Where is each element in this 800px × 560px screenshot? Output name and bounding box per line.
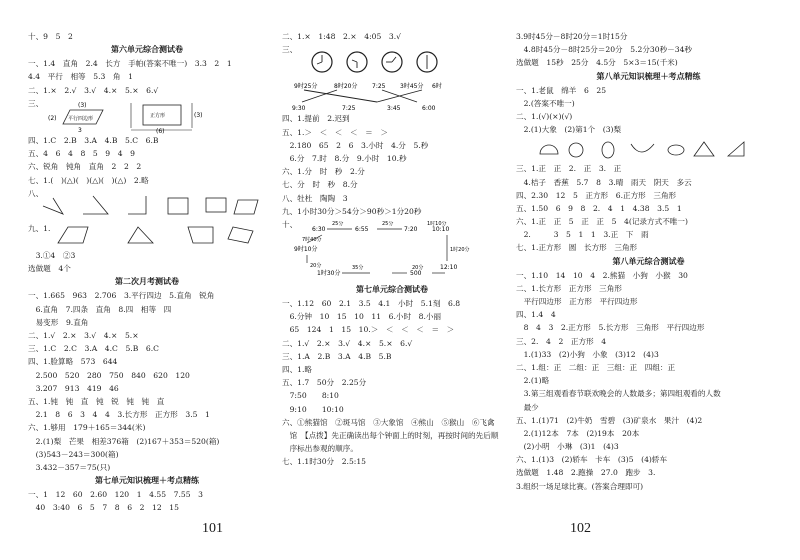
section-heading: 第八单元综合测试卷 [612,256,685,266]
time-flow-figure [282,221,492,283]
clock-time-label: 3:45 [387,105,401,113]
page-number-left: 101 [202,521,223,536]
text-line: 一、1 12 60 2.60 120 1 4.55 7.55 3 [28,490,203,500]
text-line: 3.第三组观看春节联欢晚会的人数最多；第四组观看的人数 [516,389,721,399]
text-line: 序标出参观的顺序。 [282,444,358,454]
text-line: 五、1.7 50分 2.25分 [282,378,367,388]
text-line: 四、1.脸算略 573 644 [28,357,118,367]
text-line: 四、1.略 [282,365,313,374]
figure-label: 平行四边形 [68,115,94,122]
text-line: 七、1.1时30分 2.5:15 [282,457,367,467]
page-number-right: 102 [570,521,591,536]
text-line: 易变形 9.直角 [28,317,89,327]
text-line: 五、4 6 4 8 5 9 4 9 [28,149,135,159]
text-line: 二、1.组：正 二组：正 三组：正 四组：正 [516,362,676,372]
text-line: 二、1.× 1:48 2.× 4:05 3.√ [282,32,401,41]
figure-label: (3) [78,101,87,109]
text-line: 七、1.正方形 圆 长方形 三角形 [516,243,638,253]
text-line: 四、1.4 4 [516,310,556,320]
text-line: 2.(1)略 [516,376,550,386]
text-line: 3.①4 ②3 [28,251,76,261]
text-line: 七、1.( )(△)( )(△)( )(△) 2.略 [28,175,149,185]
text-line: 九、1小时30分＞54分＞90秒＞1分20秒 [282,206,422,216]
time-node: 1时10分 [427,221,447,228]
text-line: 三、1.C 2.C 3.A 4.C 5.B 6.C [28,344,159,354]
text-line: 三、1.正 正 2. 正 3. 正 [516,164,622,174]
text-line: 六、锐角 钝角 直角 2 2 2 [28,162,142,172]
text-line: 六、1.正 正 5 正 正 5 4(记录方式不唯一) [516,217,688,227]
text-line: 2.180 65 2 6 3.小时 4.分 5.秒 [282,140,429,150]
section-heading: 第二次月考测试卷 [115,277,179,287]
text-line: 馆 【点拨】先正确读出每个钟面上的时刻，再按时间的先后顺 [282,430,499,440]
text-line: 五、1.(1)71 (2)牛奶 雪碧 (3)矿泉水 果汁 (4)2 [516,415,703,425]
text-line: 最少 [516,402,539,412]
text-line: 4.4 平行 相等 5.3 角 1 [28,72,133,82]
text-line: 2.(答案不唯一) [516,98,575,108]
time-node: 500 [410,270,422,278]
clock-time-label: 8时20分 [334,83,358,91]
text-line: 四、1.C 2.B 3.A 4.B 5.C 6.B [28,135,159,145]
text-line: 9:10 10:10 [282,404,344,414]
figure-label: 3 [78,126,82,134]
text-line: 2.(1)梨 芒果 相差376箱 (2)167＋353＝520(箱) [28,436,220,446]
angle-shapes-figure [28,186,264,222]
text-line: 2.(1)大象 (2)第1个 (3)梨 [516,125,622,135]
time-node: 9时10分 [294,246,318,254]
text-line: 二、1.× 2.√ 3.√ 4.× 5.× 6.√ [28,85,159,95]
clock-time-label: 9:30 [292,105,306,113]
text-line: 四、2.30 12 5 正方形 6.正方形 三角形 [516,190,677,200]
shape-figure [28,221,264,249]
text-line: 2.500 520 280 750 840 620 120 [28,370,190,380]
text-line: 三、 [282,45,298,55]
answer-column-3 [516,30,781,493]
shape-figure [48,100,248,134]
text-line: 2.1 8 6 3 4 4 3.长方形 正方形 3.5 1 [28,410,210,420]
section-heading: 第八单元知识梳理＋考点精练 [596,71,701,81]
text-line: 平行四边形 正方形 平行四边形 [516,297,638,306]
time-node: 7时40分 [302,237,322,244]
text-line: 四、1.提前 2.迟到 [282,114,350,124]
text-line: 五、1.＞ ＜ ＜ ＜ ＝ ＞ [282,127,388,137]
clock-matching-figure [282,50,492,112]
figure-label: (3) [194,111,203,119]
text-line: 五、1.50 6 9 8 2. 4 1 4.38 3.5 1 [516,203,682,213]
clock-time-label: 3时45分 [400,83,424,91]
text-line: (2)小明 小琳 (3)1 (4)3 [516,442,619,452]
time-node: 6:55 [355,226,369,234]
text-line: 一、1.10 14 10 4 2.熊猫 小狗 小猴 30 [516,270,688,280]
section-heading: 第七单元综合测试卷 [356,285,428,295]
text-line: 8 4 3 2.正方形 5.长方形 三角形 平行四边形 [516,323,705,333]
text-line: 三、 [28,98,44,108]
text-line: 六、1.够用 179＋165＝344(米) [28,423,146,433]
text-line: 六、1.分 时 秒 2.分 [282,167,365,177]
text-line: 一、1.老鼠 绵羊 6 25 [516,85,607,95]
text-line: 3.432－357＝75(只) [28,462,111,472]
clock-time-label: 7:25 [342,105,356,113]
time-node: 25分 [332,221,344,228]
text-line: 选做题 1.48 2.跑操 27.0 跑步 3. [516,468,656,478]
section-heading: 第七单元知识梳理＋考点精练 [95,476,199,486]
time-node: 7:20 [404,226,418,234]
text-line: 6.分钟 10 15 10 11 6.小时 8.小丽 [282,312,442,322]
text-line: 2. 3 5 1 1 3.正 下 雨 [516,230,649,240]
text-line: 3.9时45分－8时20分＝1时15分 [516,32,628,41]
text-line: 十、9 5 2 [28,32,73,41]
time-node: 1时20分 [450,247,470,254]
text-line: 二、1.(√)(×)(√) [516,111,573,121]
object-shapes-figure [516,136,776,162]
text-line: (3)543－243＝300(箱) [28,449,119,459]
clock-time-label: 6时 [432,83,442,91]
text-line: 3.组织一场足球比赛。(答案合理即可) [516,481,644,491]
text-line: 二、1.√ 2.× 3.√ 4.× 5.× [28,331,139,340]
text-line: 4.桔子 香蕉 5.7 8 3.晴 雨天 阴天 多云 [516,177,692,187]
text-line: 三、1.A 2.B 3.A 4.B 5.B [282,351,392,361]
figure-label: (2) [48,114,57,122]
figure-label: (6) [156,127,165,134]
text-line: 选做题 15秒 25分 4.5分 5×3＝15(千米) [516,58,678,68]
text-line: 五、1.钝 钝 直 钝 锐 钝 钝 直 [28,396,165,406]
text-line: 二、1.长方形 正方形 三角形 [516,283,622,293]
text-line: 7:50 8:10 [282,391,339,401]
time-node: 20分 [310,263,322,270]
clock-time-label: 9时25分 [294,83,318,91]
text-line: 2.(1)12本 7本 (2)19本 20本 [516,428,640,438]
time-node: 20分 [412,265,424,272]
figure-label: 正方形 [150,112,166,119]
text-line: 九、1. [28,223,51,233]
text-line: 一、1.4 直角 2.4 长方 手帕(答案不唯一) 3.3 2 1 [28,59,232,69]
text-line: 40 3:40 6 5 7 8 6 2 12 15 [28,503,179,513]
time-node: 35分 [352,265,364,272]
text-line: 八、 [28,188,44,198]
text-line: 三、2. 4 2 正方形 4 [516,336,607,346]
time-node: 25分 [382,221,394,228]
text-line: 二、1.√ 2.× 3.√ 4.× 5.× 6.√ [282,338,413,348]
section-heading: 第六单元综合测试卷 [111,45,183,55]
clock-time-label: 7:25 [372,83,386,91]
text-line: 6.直角 7.四条 直角 8.四 相等 四 [28,304,172,314]
text-line: 十、 [282,219,298,229]
text-line: 六、①熊猫馆 ②斑马馆 ③大象馆 ④熊山 ⑤猴山 ⑥飞禽 [282,417,495,427]
text-line: 6.分 7.时 8.分 9.小时 10.秒 [282,153,407,163]
text-line: 选做题 4个 [28,264,71,274]
text-line: 1.(1)33 (2)小狗 小象 (3)12 (4)3 [516,349,659,359]
clock-time-label: 6:00 [422,105,436,113]
text-line: 一、1.12 60 2.1 3.5 4.1 小时 5.1刻 6.8 [282,299,461,309]
text-line: 八、牡杜 陶陶 3 [282,193,348,203]
text-line: 4.8时45分－8时25分＝20分 5.2分30秒－34秒 [516,45,693,55]
text-line: 65 124 1 15 10.＞ ＜ ＜ ＜ ＝ ＞ [282,325,455,335]
answer-column-1 [28,30,266,514]
text-line: 一、1.665 963 2.706 3.平行四边 5.直角 锐角 [28,291,215,301]
answer-column-2 [282,30,502,469]
time-node: 6:30 [312,226,326,234]
text-line: 六、1.(1)3 (2)轿车 卡车 (3)5 (4)轿车 [516,455,668,465]
text-line: 七、分 时 秒 8.分 [282,180,358,190]
time-node: 1时30分 [317,270,341,278]
time-node: 10:10 [432,226,450,234]
time-node: 12:10 [440,264,458,272]
text-line: 3.207 913 419 46 [28,383,119,393]
